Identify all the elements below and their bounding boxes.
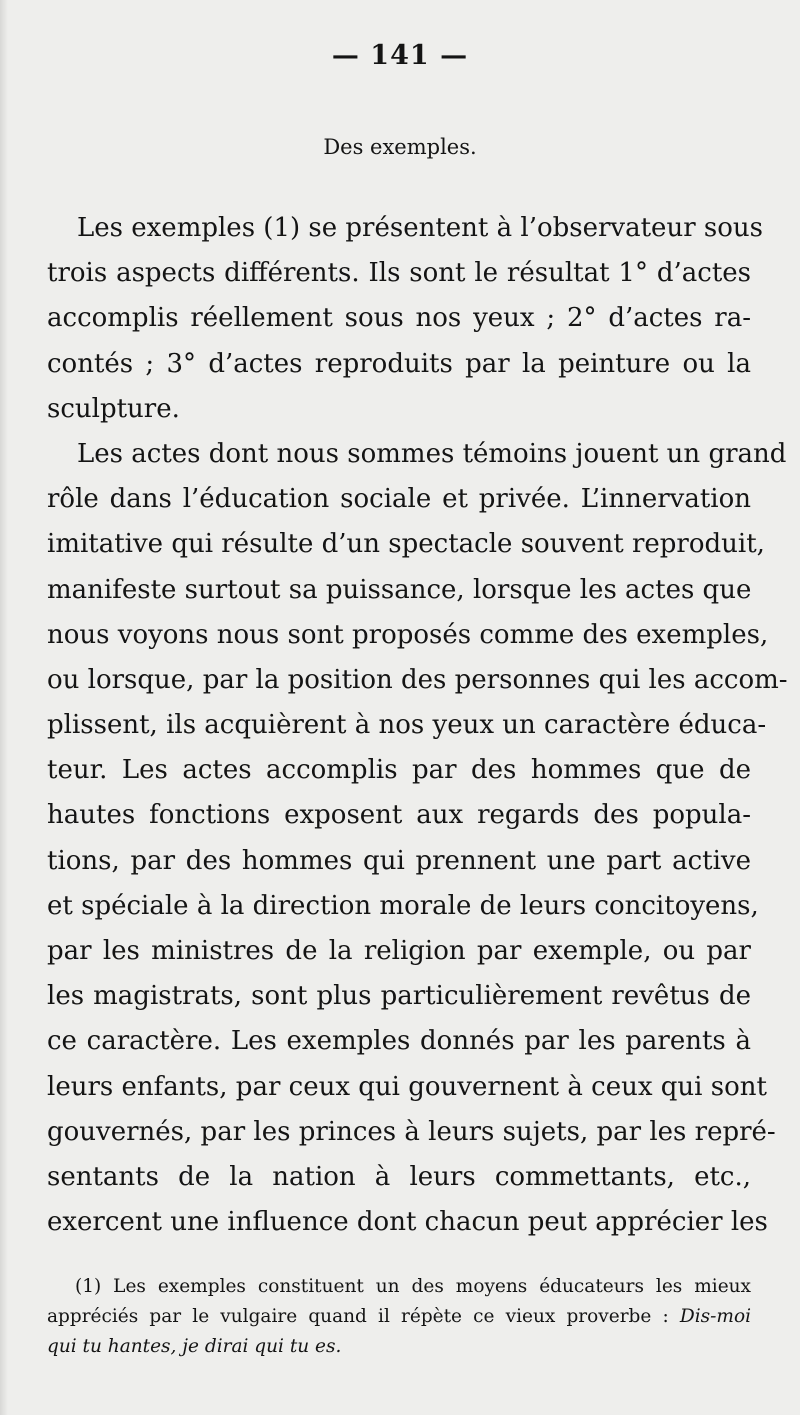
text-line: gouvernés, par les princes à leurs sujets, par les repré- (47, 1116, 776, 1147)
text-line: sculpture. (47, 393, 180, 424)
text-line: accomplis réellement sous nos yeux ; 2° d’actes ra- (47, 303, 751, 334)
page-edge-shadow (0, 0, 8, 1415)
text-line: rôle dans l’éducation sociale et privée. L’innervation (47, 484, 751, 515)
footnote-line: (1) Les exemples constituent un des moyens éducateurs les mieux (75, 1276, 751, 1297)
text-line: par les ministres de la religion par exemple, ou par (47, 936, 751, 966)
text-line: les magistrats, sont plus particulièrement revêtus de (47, 981, 751, 1012)
text-line: plissent, ils acquièrent à nos yeux un caractère éduca- (47, 710, 767, 741)
footnote-line (47, 1302, 751, 1332)
page-number: — 141 — (331, 40, 469, 71)
footnote-italic: Dis-moi (679, 1306, 751, 1327)
footnote-line: qui tu hantes, je dirai qui tu es. (47, 1336, 342, 1357)
footnote-text: appréciés par le vulgaire quand il répète ce vieux proverbe : (47, 1306, 669, 1327)
text-line: manifeste surtout sa puissance, lorsque les actes que (47, 574, 752, 605)
text-line: Les exemples (1) se présentent à l’observateur sous (77, 213, 763, 243)
text-line: sentants de la nation à leurs commettants, etc., (47, 1161, 751, 1192)
text-line: imitative qui résulte d’un spectacle souvent reproduit, (47, 529, 765, 560)
text-line: trois aspects différents. Ils sont le résultat 1° d’actes (47, 258, 751, 289)
section-title: Des exemples. (323, 135, 477, 159)
text-line: tions, par des hommes qui prennent une part active (47, 845, 751, 876)
text-line: Les actes dont nous sommes témoins jouent un grand (77, 438, 787, 469)
text-line: et spéciale à la direction morale de leurs concitoyens, (47, 890, 759, 921)
text-line: exercent une influence dont chacun peut apprécier les (47, 1207, 768, 1238)
text-line: contés ; 3° d’actes reproduits par la peinture ou la (47, 348, 751, 379)
text-line: hautes fonctions exposent aux regards des popula- (47, 800, 751, 831)
text-line: ce caractère. Les exemples donnés par les parents à (47, 1026, 751, 1057)
text-line: teur. Les actes accomplis par des hommes que de (47, 755, 751, 786)
text-line: nous voyons nous sont proposés comme des exemples, (47, 619, 769, 650)
body-text (47, 206, 788, 1245)
footnote (47, 1272, 751, 1362)
text-line: ou lorsque, par la position des personnes qui les accom- (47, 664, 788, 695)
text-line: leurs enfants, par ceux qui gouvernent à ceux qui sont (47, 1071, 767, 1102)
